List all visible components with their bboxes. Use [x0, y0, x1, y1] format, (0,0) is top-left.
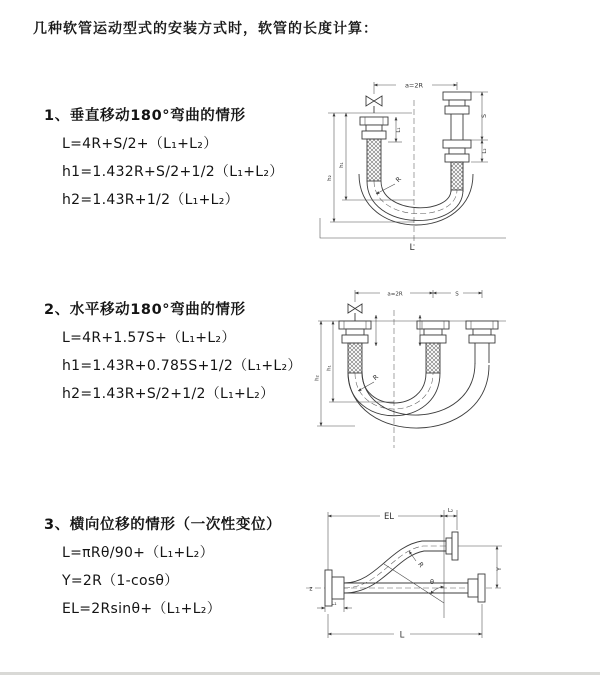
d3-hose-top-edge	[344, 541, 446, 583]
flange-raised	[446, 532, 458, 560]
d1-dim-l2-label: L₂	[482, 148, 488, 154]
section-lateral-displacement	[44, 513, 281, 629]
d1-dim-h1-label: h₁	[339, 162, 345, 168]
d3-dim-l1-label: L₁	[331, 601, 337, 607]
section-2-heading: 2、水平移动180°弯曲的情形	[44, 302, 246, 318]
d3-axis-label: z	[309, 585, 313, 593]
d3-dim-el-label: EL	[383, 512, 395, 522]
formula-s3-L: L=πRθ/90+（L₁+L₂）	[62, 545, 214, 561]
braided-hose-left	[348, 343, 362, 373]
valve-icon	[366, 96, 382, 113]
d1-dim-a-label: a=2R	[404, 81, 424, 90]
d3-dim-y-label: Y	[495, 567, 503, 571]
formula-s1-h1: h1=1.432R+S/2+1/2（L₁+L₂）	[62, 164, 284, 180]
braided-hose-left	[367, 139, 381, 181]
formula-s1-L: L=4R+S/2+（L₁+L₂）	[62, 136, 218, 152]
d3-dim-l2-label: L₂	[447, 508, 454, 514]
d3-theta-label: θ	[430, 578, 434, 586]
flange-right-upper	[443, 92, 471, 114]
d1-radius-leader	[376, 184, 395, 194]
d1-hose-centerline	[374, 181, 457, 214]
flange-right-lower	[443, 140, 471, 162]
formula-s1-h2: h2=1.43R+1/2（L₁+L₂）	[62, 192, 239, 208]
d3-dim-L-ext	[328, 604, 482, 638]
section-1-heading: 1、垂直移动180°弯曲的情形	[44, 108, 246, 124]
formula-s2-h1: h1=1.43R+0.785S+1/2（L₁+L₂）	[62, 358, 302, 374]
d2-ext-lines-left	[317, 402, 394, 426]
d2-radius-label: R	[371, 372, 381, 382]
d1-hose-inner	[381, 181, 451, 208]
d2-hose-inner-displaced	[362, 363, 475, 415]
d3-hose-bottom-edge	[344, 551, 446, 593]
d2-dim-h1-label: h₁	[326, 365, 333, 371]
d1-dim-l1-label: L₁	[396, 127, 402, 133]
formula-s3-EL: EL=2Rsinθ+（L₁+L₂）	[62, 601, 222, 617]
d1-dim-L-line	[320, 218, 506, 238]
d2-right-tube	[475, 343, 489, 364]
diagram-vertical-180	[312, 70, 592, 260]
section-3-heading: 3、横向位移的情形（一次性变位）	[44, 517, 282, 533]
formula-s2-L: L=4R+1.57S+（L₁+L₂）	[62, 330, 236, 346]
d3-ext-lines-top	[328, 510, 444, 618]
d3-radius-label: R	[416, 560, 426, 570]
page-title: 几种软管运动型式的安装方式时，软管的长度计算：	[33, 21, 378, 37]
d2-dim-s-label: S	[455, 291, 459, 298]
diagram-lateral-displacement	[298, 500, 598, 652]
d2-ext-lines-top	[355, 290, 482, 302]
d1-dim-L-label: L	[409, 243, 415, 253]
diagram-horizontal-180	[310, 280, 590, 465]
d3-dim-L-label: L	[399, 630, 405, 641]
flange-left	[339, 321, 371, 343]
braided-hose-right	[451, 162, 463, 190]
d2-dim-a-label: a=2R	[387, 291, 403, 298]
flange-right	[468, 574, 485, 602]
d2-hose-outer-displaced	[348, 365, 489, 428]
flange-middle	[417, 321, 449, 343]
d2-dim-h2-label: h₂	[314, 375, 321, 381]
flange-left	[360, 117, 388, 139]
section-vertical-180	[44, 104, 284, 220]
formula-s3-Y: Y=2R（1-cosθ）	[62, 573, 179, 589]
valve-icon	[348, 304, 362, 321]
d1-dim-s-label: S	[481, 114, 488, 118]
braided-hose-middle	[426, 343, 440, 373]
formula-s2-h2: h2=1.43R+S/2+1/2（L₁+L₂）	[62, 386, 275, 402]
flange-right-displaced	[466, 321, 498, 343]
d1-radius-label: R	[394, 175, 404, 185]
d1-dim-h2-label: h₂	[327, 175, 333, 181]
d3-radius-line	[384, 564, 444, 603]
section-horizontal-180	[44, 298, 302, 414]
